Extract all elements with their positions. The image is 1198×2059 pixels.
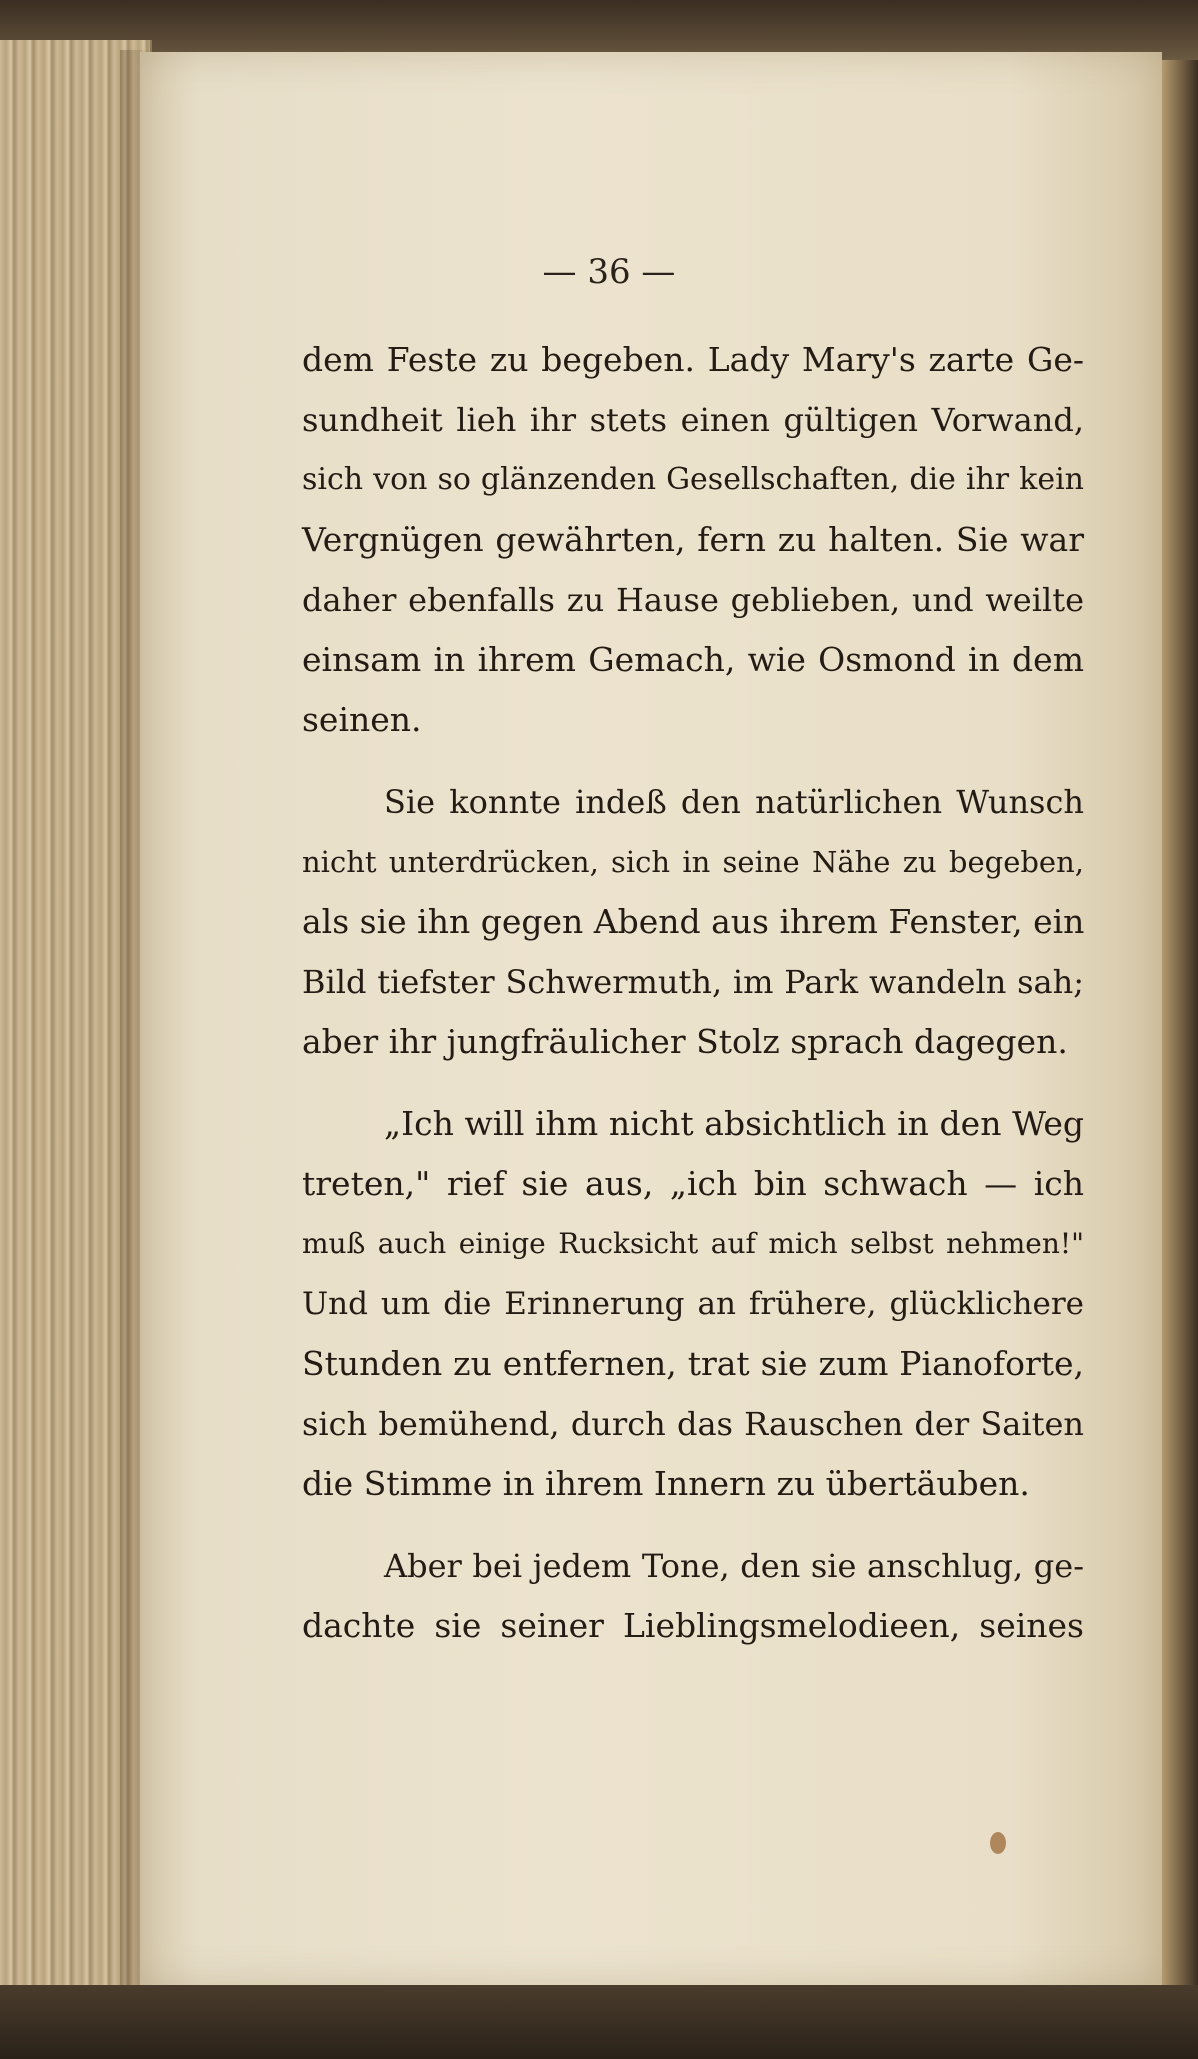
body-text	[302, 330, 1084, 1656]
text-line: daher ebenfalls zu Hause geblieben, und weilte	[302, 581, 1084, 619]
text-line: seinen.	[302, 700, 422, 739]
page-number: — 36 —	[542, 252, 676, 292]
text-line: die Stimme in ihrem Innern zu übertäuben.	[302, 1464, 1030, 1503]
text-line: sich von so glänzenden Gesellschaften, die ihr kein	[302, 462, 1084, 497]
text-line: dachte sie seiner Lieblingsmelodieen, seines	[302, 1606, 1084, 1645]
book-cover-top-edge	[0, 0, 1198, 60]
book-cover-right-edge	[1162, 60, 1198, 2000]
text-line: einsam in ihrem Gemach, wie Osmond in dem	[302, 640, 1084, 679]
paragraph	[302, 330, 1084, 750]
text-line: Vergnügen gewährten, fern zu halten. Sie war	[302, 520, 1084, 559]
text-line: Stunden zu entfernen, trat sie zum Pianoforte,	[302, 1344, 1084, 1383]
text-line: Bild tiefster Schwermuth, im Park wandeln sah;	[302, 963, 1084, 1001]
paragraph	[302, 1094, 1084, 1514]
text-line: muß auch einige Rucksicht auf mich selbst nehmen!"	[302, 1227, 1084, 1260]
text-line: Sie konnte indeß den natürlichen Wunsch	[384, 783, 1084, 821]
book-cover-bottom-edge	[0, 1985, 1198, 2059]
text-line: „Ich will ihm nicht absichtlich in den Weg	[384, 1104, 1084, 1143]
text-line: Aber bei jedem Tone, den sie anschlug, ge-	[384, 1547, 1084, 1585]
text-line: nicht unterdrücken, sich in seine Nähe zu begeben,	[302, 845, 1084, 879]
paragraph	[302, 772, 1084, 1072]
text-line: Und um die Erinnerung an frühere, glücklichere	[302, 1286, 1084, 1322]
ink-spot	[990, 1832, 1006, 1854]
text-line: treten," rief sie aus, „ich bin schwach — ich	[302, 1164, 1084, 1203]
paragraph	[302, 1536, 1084, 1656]
text-line: sundheit lieh ihr stets einen gültigen Vorwand,	[302, 401, 1084, 439]
text-line: dem Feste zu begeben. Lady Mary's zarte Ge-	[302, 340, 1084, 379]
text-line: aber ihr jungfräulicher Stolz sprach dagegen.	[302, 1022, 1068, 1061]
text-line: als sie ihn gegen Abend aus ihrem Fenster, ein	[302, 902, 1085, 941]
text-line: sich bemühend, durch das Rauschen der Saiten	[302, 1405, 1084, 1443]
